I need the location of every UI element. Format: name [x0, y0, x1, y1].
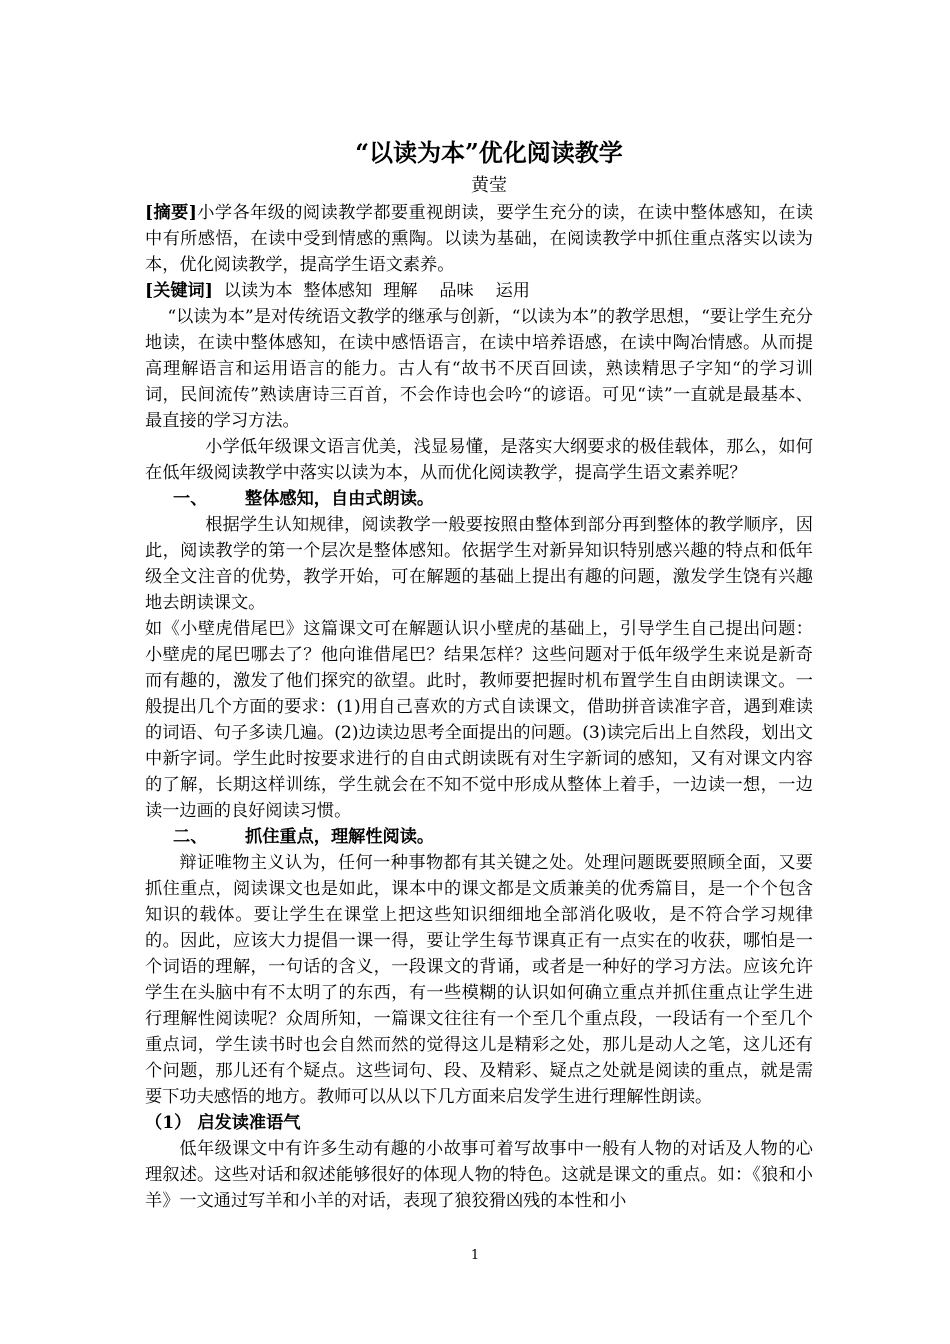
abstract-text: 小学各年级的阅读教学都要重视朗读，要学生充分的读，在读中整体感知，在读中有所感悟，在读中受到情感的熏陶。以读为基础，在阅读教学中抓住重点落实以读为本，优化阅读教学，提高学生语文素养。	[145, 203, 813, 275]
document-body	[145, 134, 813, 1214]
abstract-paragraph	[145, 200, 813, 278]
document-author: 黄莹	[471, 175, 507, 196]
keywords-label: [关键词]	[145, 281, 213, 301]
abstract-label: [摘要]	[145, 203, 197, 223]
body-paragraph: 低年级课文中有许多生动有趣的小故事可着写故事中一般有人物的对话及人物的心理叙述。这些对话和叙述能够很好的体现人物的特色。这就是课文的重点。如：《狼和小羊》一文通过写羊和小羊的对话，表现了狼狡猾凶残的本性和小	[145, 1139, 813, 1211]
page-number: 1	[470, 1248, 480, 1263]
body-paragraph: 小学低年级课文语言优美，浅显易懂，是落实大纲要求的极佳载体，那么，如何在低年级阅读教学中落实以读为本，从而优化阅读教学，提高学生语文素养呢？	[145, 437, 813, 483]
body-paragraph: 如《小壁虎借尾巴》这篇课文可在解题认识小壁虎的基础上，引导学生自己提出问题：小壁虎的尾巴哪去了？他向谁借尾巴？结果怎样？这些问题对于低年级学生来说是新奇而有趣的，激发了他们探究的欲望。此时，教师要把握时机布置学生自由朗读课文。一般提出几个方面的要求：(1)用自己喜欢的方式自读课文，借助拼音读准字音，遇到难读的词语、句子多读几遍。(2)边读边思考全面提出的问题。(3)读完后出上自然段，划出文中新字词。学生此时按要求进行的自由式朗读既有对生字新词的感知，又有对课文内容的了解，长期这样训练，学生就会在不知不觉中形成从整体上着手，一边读一想，一边读一边画的良好阅读习惯。	[145, 619, 813, 821]
keywords-text: 以读为本 整体感知 理解 品味 运用	[212, 281, 530, 301]
body-paragraph: 辩证唯物主义认为，任何一种事物都有其关键之处。处理问题既要照顾全面，又要抓住重点，阅读课文也是如此，课本中的课文都是文质兼美的优秀篇目，是一个个包含知识的载体。要让学生在课堂上把这些知识细细地全部消化吸收，是不符合学习规律的。因此，应该大力提倡一课一得，要让学生每节课真正有一点实在的收获，哪怕是一个词语的理解，一句话的含义，一段课文的背诵，或者是一种好的学习方法。应该允许学生在头脑中有不太明了的东西，有一些模糊的认识如何确立重点并抓住重点让学生进行理解性阅读呢？众周所知，一篇课文往往有一个至几个重点段，一段话有一个至几个重点词，学生读书时也会自然而然的觉得这儿是精彩之处，那儿是动人之笔，这儿还有个问题，那儿还有个疑点。这些词句、段、及精彩、疑点之处就是阅读的重点，就是需要下功夫感悟的地方。教师可以从以下几方面来启发学生进行理解性朗读。	[145, 853, 813, 1107]
section-title: 抓住重点，理解性阅读。	[245, 827, 435, 847]
section-number: 二、	[173, 827, 208, 847]
section-heading	[145, 486, 813, 512]
body-paragraph: “以读为本”是对传统语文教学的继承与创新，“以读为本”的教学思想，“要让学生充分地读，在读中整体感知，在读中感悟语言，在读中培养语感，在读中陶冶情感。从而提高理解语言和运用语言的能力。古人有“故书不厌百回读，熟读精思子字知“的学习训词，民间流传”熟读唐诗三百首，不会作诗也会吟“的谚语。可见“读”一直就是最基本、最直接的学习方法。	[145, 307, 813, 431]
keywords-paragraph	[145, 278, 813, 304]
section-number: 一、	[173, 489, 208, 509]
subsection-heading: （1） 启发读准语气	[145, 1113, 301, 1133]
document-title: “以读为本”优化阅读教学	[355, 138, 623, 167]
body-paragraph: 根据学生认知规律，阅读教学一般要按照由整体到部分再到整体的教学顺序，因此，阅读教学的第一个层次是整体感知。依据学生对新异知识特别感兴趣的特点和低年级全文注音的优势，教学开始，可在解题的基础上提出有趣的问题，激发学生饶有兴趣地去朗读课文。	[145, 515, 813, 613]
section-title: 整体感知，自由式朗读。	[245, 489, 435, 509]
section-heading	[145, 824, 813, 850]
